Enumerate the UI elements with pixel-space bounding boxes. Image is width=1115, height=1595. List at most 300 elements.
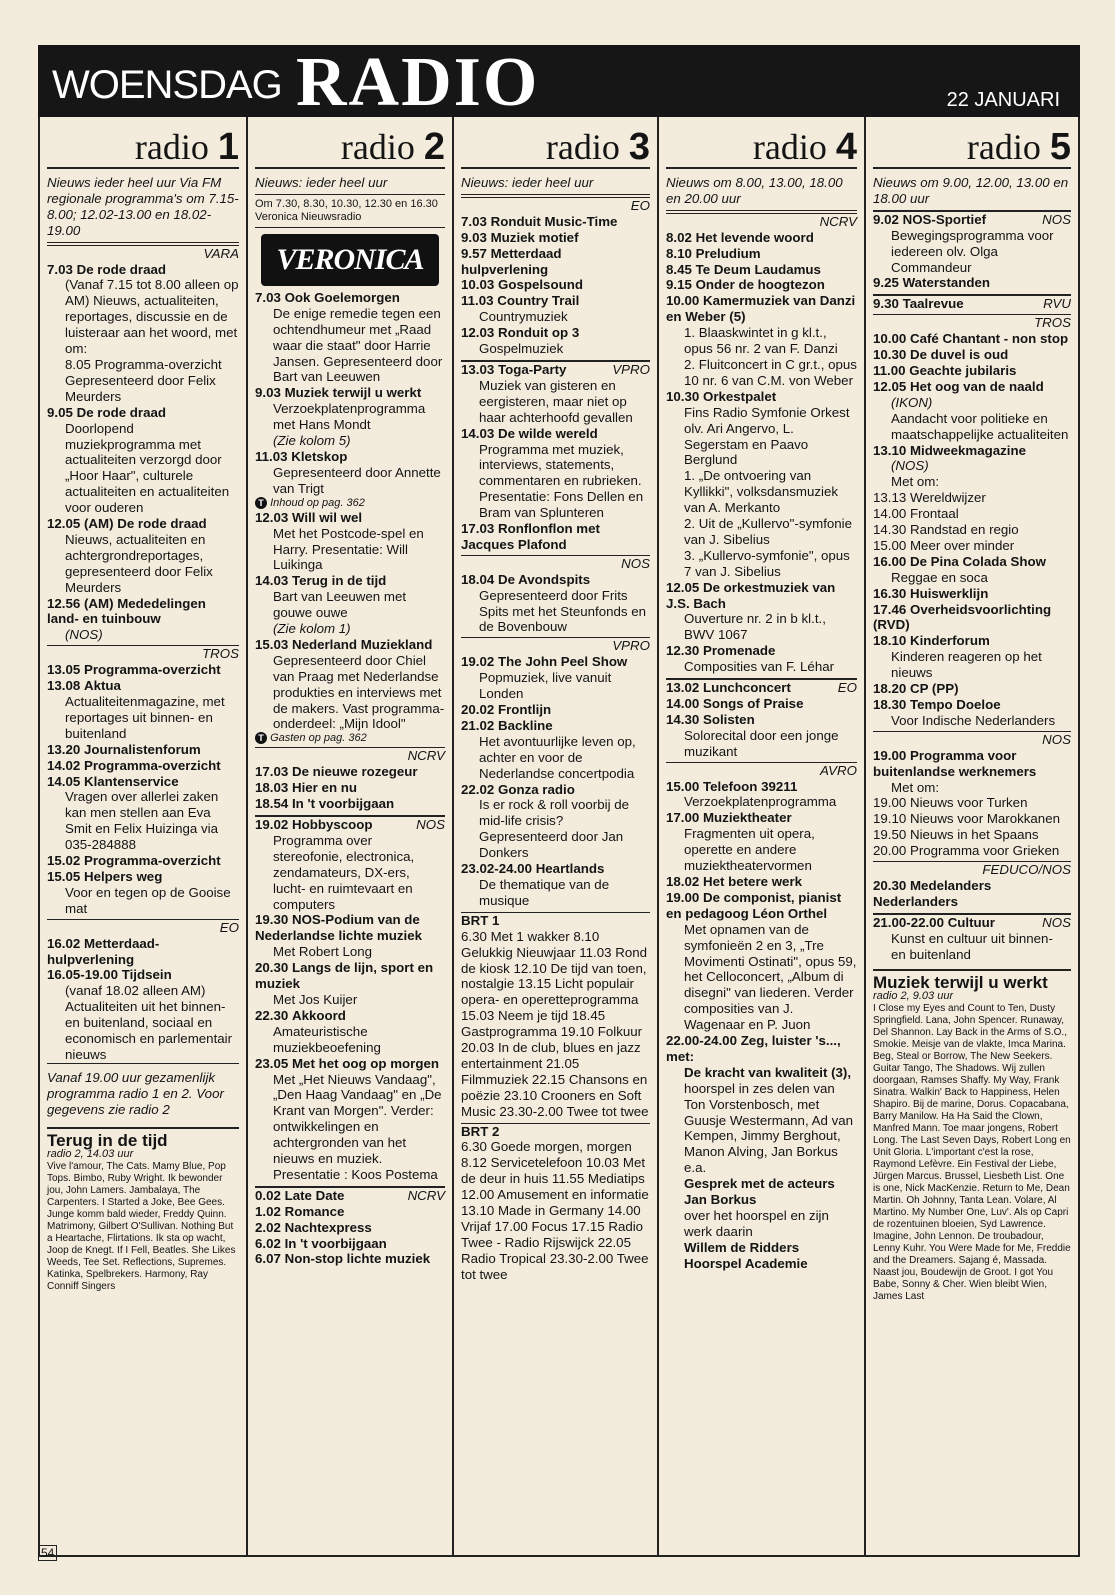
- program-time: 20.30: [873, 877, 907, 893]
- program-time: 8.45: [666, 261, 692, 277]
- news-note: Nieuws: ieder heel uur: [255, 169, 445, 195]
- column-radio-5: [866, 117, 1078, 1555]
- program-text: 19.50 Nieuws in het Spaans: [873, 827, 1039, 843]
- program-time: 19.00: [873, 747, 907, 763]
- program-title: Overheidsvoorlichting (RVD): [873, 601, 1052, 633]
- program-time: 19.02: [255, 817, 289, 832]
- program-title: Metterdaad hulpverlening: [461, 245, 562, 277]
- program-description: Nieuws, actualiteiten en achtergrondreportages, gepresenteerd door Felix Meurders: [65, 531, 213, 595]
- program-time: 18.02: [666, 873, 700, 889]
- program-entry: [873, 379, 1071, 395]
- program-time: 12.05: [47, 516, 81, 532]
- program-description: Kinderen reageren op het nieuws: [891, 649, 1042, 681]
- program-title: Muziek motief: [490, 229, 579, 245]
- program-entry: [255, 449, 445, 465]
- tip-reference: [255, 732, 445, 745]
- program-entry: [461, 325, 650, 341]
- broadcaster-label: EO: [837, 680, 857, 696]
- program-description: Solorecital door een jonge muzikant: [684, 727, 839, 759]
- program-time: 7.03: [461, 213, 487, 229]
- broadcaster-label: NCRV: [666, 213, 857, 230]
- program-title: De rode draad: [76, 261, 167, 277]
- program-time: 10.30: [666, 388, 700, 404]
- column-content: [666, 169, 857, 1272]
- program-title: Langs de lijn, sport en muziek: [255, 960, 434, 992]
- program-entry: [461, 521, 650, 553]
- program-description: Countrymuziek: [479, 309, 568, 325]
- program-time: 8.02: [666, 229, 692, 245]
- program-title: Aktua: [83, 678, 121, 694]
- program-description: Vragen over allerlei zaken kan men stellen aan Eva Smit en Felix Huizinga via 035-284888: [65, 789, 219, 853]
- program-title: Frontlijn: [497, 702, 552, 717]
- program-entry: [255, 1204, 445, 1220]
- program-time: 11.03: [255, 448, 288, 464]
- program-description: Met „Het Nieuws Vandaag", „Den Haag Vandaag" en „De Krant van Morgen". Verder: ontwikkelingen en achtergronden van het nieuws en muziek. Presentatie : Koos Postema: [273, 1071, 442, 1182]
- program-time: 17.03: [461, 521, 495, 537]
- column-heading: [666, 117, 857, 169]
- program-entry: [666, 643, 857, 659]
- program-description: De thematique van de musique: [479, 876, 610, 908]
- program-time: 16.02: [47, 935, 81, 951]
- program-time: 12.05: [666, 579, 700, 595]
- column-heading-word: radio: [966, 127, 1041, 167]
- column-heading-number: 3: [628, 126, 650, 168]
- program-title: Hobbyscoop: [291, 817, 373, 832]
- program-time: 18.54: [255, 796, 289, 812]
- program-title: De orkestmuziek van J.S. Bach: [666, 579, 836, 611]
- program-entry: [873, 602, 1071, 634]
- program-entry: [873, 586, 1071, 602]
- program-time: 9.02: [873, 211, 899, 227]
- program-time: 15.03: [255, 636, 289, 652]
- program-entry: [873, 681, 1071, 697]
- program-entry: [873, 331, 1071, 347]
- program-entry: [255, 290, 445, 306]
- program-text: 14.30 Randstad en regio: [873, 522, 1019, 538]
- program-text: 15.00 Meer over minder: [873, 537, 1015, 553]
- program-entry: [461, 782, 650, 798]
- program-title: Huiswerklijn: [909, 585, 989, 601]
- program-description: Bewegingsprogramma voor iedereen olv. Olga Commandeur: [891, 227, 1054, 275]
- program-title: Telefoon 39211: [702, 778, 798, 794]
- program-title: Ronduit Music-Time: [490, 213, 618, 229]
- program-title: Te Deum Laudamus: [695, 261, 821, 277]
- program-description: De enige remedie tegen een ochtendhumeur met „Raad waar die staat" door Harrie Jansen. Gepresenteerd door Bart van Leeuwen: [273, 305, 443, 385]
- program-entry: [255, 385, 445, 401]
- program-title: Het levende woord: [695, 229, 814, 245]
- program-entry: [461, 214, 650, 230]
- program-title: Late Date: [284, 1187, 345, 1203]
- program-title: Tempo Doeloe: [909, 697, 1001, 712]
- program-time: 2.02: [255, 1219, 281, 1235]
- program-entry: [666, 712, 857, 728]
- box-title: Muziek terwijl u werkt: [873, 969, 1071, 991]
- program-entry: [666, 1033, 857, 1065]
- program-description: Gepresenteerd door Chiel van Praag met Nederlandse produkties en interviews met de makers. Vast programma-onderdeel: „Mijn Idool": [273, 652, 445, 732]
- program-title: Kamermuziek van Danzi en Weber (5): [666, 293, 856, 325]
- program-time: 10.30: [873, 347, 907, 363]
- column-heading-word: radio: [340, 127, 415, 167]
- program-text: 20.00 Programma voor Grieken: [873, 843, 1060, 859]
- program-description: Gesprek met de acteurs Jan Borkus: [684, 1176, 835, 1208]
- radio-listings-page: [38, 45, 1080, 1555]
- section-title: RADIO: [296, 44, 540, 121]
- program-time: 9.15: [666, 277, 692, 293]
- program-title: Backline: [497, 717, 553, 733]
- program-title: Gospelsound: [497, 277, 583, 293]
- program-time: 18.04: [461, 571, 495, 587]
- program-title: Terug in de tijd: [291, 573, 387, 589]
- program-description: Muziek van gisteren en eergisteren, maar niet op haar achterhoofd gevallen: [479, 377, 633, 425]
- veronica-logo: VERONICA: [261, 234, 439, 286]
- column-radio-4: [659, 117, 866, 1555]
- box-playlist: I Close my Eyes and Count to Ten, Dusty Springfield. Lana, John Spencer. Runaway, Del Shannon. Lay Back in the Arms of S.O., Smokie. Meisje van de vlakte, Imca Marina. Beg, Steal or Borrow, The New Seekers. Guitar Tango, The Shadows. Wij zullen doorgaan, Ramses Shaffy. My Way, Frank Sinatra. Walkin' Back to Happiness, Helen Shapiro. Bij de marine, Dorus. Copacabana, Barry Manilow. Ha Ha Said the Clown, Manfred Mann. Toe maar jongens, Robert Long. The Last Seven Days, Robert Long en Unit Gloria. L'important c'est la rose, Raymond Lefèvre. Ein Festival der Liebe, Jürgen Marcus. Brussel, Liesbeth List. One is one, Nick MacKenzie. Return to Me, Dean Martin. Oh Johnny, Tanta Lean. Volare, Al Martino. My Number One, Luv'. Als op Capri de rozentuinen bloeien, Syd Lawrence. Imagine, John Lennon. De troubadour, Lenny Kuhr. You Were Made for Me, Freddie and the Dreamers. Sajang é, Massada. Naast jou, Boudewijn de Groot. I got You Babe, Sonny & Cher. Wien bleibt Wien, James Last: [873, 1003, 1071, 1303]
- program-entry: [255, 637, 445, 653]
- box-playlist: Vive l'amour, The Cats. Mamy Blue, Pop Tops. Bimbo, Ruby Wright. Ik bewonder jou, John Lamers. Jambalaya, The Carpenters. I Started a Joke, Bee Gees. Junge komm bald wieder, Freddy Quinn. Matrimony, Gilbert O'Sullivan. Nothing But a Heartache, Flirtations. Ik sta op wacht, Joop de Knegt. If I Fell, Beatles. She Likes Weeds, Tee Set. Reflections, Supremes. Katinka, Spelbrekers. Harmony, Ray Conniff Singers: [47, 1161, 236, 1293]
- date-label: 22 JANUARI: [946, 89, 1060, 111]
- program-time: 1.02: [255, 1203, 281, 1219]
- program-time: 17.00: [666, 810, 700, 826]
- joint-program-note: Vanaf 19.00 uur gezamenlijk programma radio 1 en 2. Voor gegevens zie radio 2: [47, 1063, 239, 1121]
- program-time: 9.05: [47, 404, 73, 420]
- program-time: 10.00: [666, 293, 700, 309]
- program-entry: [461, 361, 650, 378]
- program-entry: [666, 696, 857, 712]
- program-entry: [873, 295, 1071, 312]
- program-time: 12.03: [461, 325, 495, 341]
- program-time: 8.10: [666, 245, 692, 261]
- program-title: Klantenservice: [83, 773, 179, 789]
- program-time: 14.00: [666, 696, 700, 711]
- program-description: 3. „Kullervo-symfonie", opus 7 van J. Sibelius: [684, 547, 850, 579]
- program-title: Country Trail: [497, 293, 580, 309]
- program-entry: [873, 878, 1071, 910]
- program-entry: [47, 405, 239, 421]
- program-description: Het avontuurlijke leven op, achter en voor de Nederlandse concertpodia: [479, 733, 636, 781]
- program-entry: [873, 633, 1071, 649]
- broadcaster-label: NOS: [1042, 211, 1071, 227]
- program-time: 6.07: [255, 1251, 281, 1267]
- program-title: Hier en nu: [291, 780, 358, 796]
- program-description: (vanaf 18.02 alleen AM) Actualiteiten uit het binnen- en buitenland, sociaal en economisch en parlementair nieuws: [65, 983, 233, 1062]
- program-description: Verzoekplatenprogramma: [684, 794, 837, 810]
- program-time: 22.02: [461, 781, 495, 797]
- program-description: Verzoekplatenprogramma met Hans Mondt: [273, 401, 426, 433]
- news-note: Nieuws ieder heel uur Via FM regionale programma's om 7.15-8.00; 12.02-13.00 en 18.02-19.00: [47, 169, 239, 243]
- program-entry: [255, 1251, 445, 1267]
- station-heading: BRT 2: [461, 1123, 650, 1140]
- program-entry: [461, 718, 650, 734]
- program-time: 13.02: [666, 680, 700, 696]
- program-entry: [47, 742, 239, 758]
- column-heading: [461, 117, 650, 169]
- broadcaster-label: RVU: [1043, 296, 1071, 312]
- program-title: Muziektheater: [702, 810, 792, 826]
- program-entry: [461, 293, 650, 309]
- program-entry: [873, 914, 1071, 931]
- program-entry: [47, 758, 239, 774]
- program-title: Gonza radio: [497, 781, 575, 797]
- program-entry: [47, 936, 239, 968]
- program-entry: [873, 443, 1071, 459]
- box-subtitle: radio 2, 14.03 uur: [47, 1148, 134, 1161]
- program-time: 9.30: [873, 296, 899, 312]
- program-entry: [255, 960, 445, 992]
- broadcaster-label: TROS: [873, 314, 1071, 331]
- broadcaster-label: EO: [461, 197, 650, 214]
- program-title: Toga-Party: [497, 361, 567, 377]
- program-entry: [666, 230, 857, 246]
- program-title: De duvel is oud: [909, 347, 1009, 363]
- program-entry: [666, 890, 857, 922]
- column-heading-word: radio: [134, 127, 209, 167]
- program-time: 14.03: [461, 425, 495, 441]
- program-title: Akkoord: [291, 1007, 346, 1023]
- program-title: De rode draad: [76, 404, 167, 420]
- program-time: 21.02: [461, 717, 495, 733]
- program-entry: [666, 779, 857, 795]
- program-description: Fragmenten uit opera, operette en andere muziektheatervormen: [684, 826, 815, 874]
- column-heading: [873, 117, 1071, 169]
- broadcaster-label: NCRV: [255, 747, 445, 764]
- program-entry: [47, 869, 239, 885]
- program-entry: [255, 1220, 445, 1236]
- program-title: Cultuur: [947, 914, 995, 930]
- program-description: Fins Radio Symfonie Orkest olv. Ari Angervo, L. Segerstam en Paavo Berglund: [684, 404, 850, 468]
- program-time: 9.03: [461, 229, 487, 245]
- column-radio-1: [40, 117, 248, 1555]
- program-title: Solisten: [702, 711, 755, 727]
- program-time: 22.00-24.00: [666, 1033, 737, 1049]
- program-title: Kletskop: [291, 448, 348, 464]
- broadcaster-label: NOS: [416, 817, 445, 832]
- day-title: WOENSDAG: [52, 63, 282, 107]
- program-text: 14.00 Frontaal: [873, 506, 959, 522]
- program-title: Nachtexpress: [284, 1219, 372, 1235]
- broadcaster-label: TROS: [47, 645, 239, 662]
- program-title: (AM) De rode draad: [83, 516, 207, 532]
- program-time: 19.30: [255, 912, 289, 928]
- program-title: Songs of Praise: [702, 696, 804, 711]
- program-time: 12.56: [47, 595, 81, 611]
- program-time: 7.03: [255, 289, 281, 305]
- program-title: Café Chantant - non stop: [909, 331, 1069, 347]
- program-title: Tijdsein: [121, 967, 172, 983]
- columns-container: [38, 117, 1080, 1557]
- station-heading: BRT 1: [461, 912, 650, 929]
- program-description: Met om:: [891, 779, 940, 795]
- program-text: 13.13 Wereldwijzer: [873, 490, 986, 506]
- program-time: 18.20: [873, 681, 907, 697]
- program-entry: [255, 573, 445, 589]
- program-entry: [255, 1056, 445, 1072]
- program-time: 17.03: [255, 764, 289, 780]
- program-title: Non-stop lichte muziek: [284, 1251, 431, 1267]
- program-time: 19.02: [461, 654, 495, 670]
- program-title: Kinderforum: [909, 633, 990, 649]
- broadcaster-label: VARA: [47, 245, 239, 262]
- program-time: 11.03: [461, 293, 494, 309]
- program-title: In 't voorbijgaan: [284, 1235, 387, 1251]
- program-time: 14.05: [47, 773, 81, 789]
- program-entry: [461, 654, 650, 670]
- program-entry: [461, 702, 650, 718]
- program-title: Programma-overzicht: [83, 757, 221, 773]
- column-heading: [47, 117, 239, 169]
- program-entry: [47, 662, 239, 678]
- program-time: 13.10: [873, 442, 907, 458]
- program-entry: [666, 277, 857, 293]
- program-entry: [666, 246, 857, 262]
- program-time: 18.03: [255, 780, 289, 796]
- program-description: over het hoorspel en zijn werk daarin: [684, 1208, 829, 1239]
- tip-reference: [255, 497, 445, 510]
- page-number: 54: [38, 1545, 57, 1561]
- program-description: Ouverture nr. 2 in b kl.t., BWV 1067: [684, 611, 826, 643]
- program-time: 9.25: [873, 275, 899, 291]
- program-entry: [255, 1187, 445, 1204]
- program-entry: [255, 780, 445, 796]
- program-description: Gospelmuziek: [479, 341, 564, 357]
- program-title: Medelanders Nederlanders: [873, 877, 992, 909]
- broadcaster-label: FEDUCO/NOS: [873, 861, 1071, 878]
- program-time: 23.05: [255, 1055, 289, 1071]
- program-title: Geachte jubilaris: [909, 362, 1017, 378]
- program-description: 2. Fluitconcert in C gr.t., opus 10 nr. 6 van C.M. von Weber: [684, 356, 857, 388]
- program-title: Promenade: [702, 643, 776, 659]
- program-description: Met om:: [891, 474, 940, 490]
- program-entry: [461, 426, 650, 442]
- program-entry: [666, 810, 857, 826]
- box-subtitle: radio 2, 9.03 uur: [873, 990, 954, 1003]
- broadcaster-label: EO: [47, 919, 239, 936]
- program-entry: [666, 580, 857, 612]
- program-entry: [873, 275, 1071, 291]
- program-title: CP (PP): [909, 681, 959, 697]
- broadcaster-label: AVRO: [666, 762, 857, 779]
- program-description: (NOS): [891, 458, 929, 474]
- program-entry: [255, 796, 445, 812]
- program-description: Gepresenteerd door Frits Spits met het Steunfonds en de Bovenbouw: [479, 587, 647, 635]
- program-time: 21.00-22.00: [873, 914, 944, 930]
- program-entry: [47, 853, 239, 869]
- program-entry: [47, 774, 239, 790]
- broadcaster-label: NOS: [1042, 914, 1071, 930]
- program-entry: [873, 363, 1071, 379]
- program-title: De Avondspits: [497, 571, 591, 587]
- program-time: 10.00: [873, 331, 907, 347]
- tip-icon: T: [255, 732, 267, 744]
- program-time: 14.02: [47, 757, 81, 773]
- program-time: 16.00: [873, 553, 907, 569]
- program-time: 17.46: [873, 601, 907, 617]
- program-time: 20.30: [255, 960, 289, 976]
- program-entry: [47, 967, 239, 983]
- program-title: Ronduit op 3: [497, 325, 580, 341]
- program-time: 9.03: [255, 385, 281, 401]
- program-entry: [255, 510, 445, 526]
- program-time: 23.02-24.00: [461, 861, 532, 877]
- program-title: Nederland Muziekland: [291, 636, 433, 652]
- program-description: Bart van Leeuwen met gouwe ouwe: [273, 589, 407, 621]
- program-entry: [47, 678, 239, 694]
- program-entry: [666, 874, 857, 890]
- program-entry: [47, 262, 239, 278]
- program-title: Programma voor buitenlandse werknemers: [873, 747, 1037, 779]
- program-title: Met het oog op morgen: [291, 1055, 439, 1071]
- program-entry: [255, 1236, 445, 1252]
- program-title: Muziek terwijl u werkt: [284, 385, 422, 401]
- program-title: In 't voorbijgaan: [291, 796, 395, 812]
- program-time: 14.03: [255, 573, 289, 589]
- program-description: Met Jos Kuijer: [273, 991, 358, 1007]
- program-entry: [666, 262, 857, 278]
- column-content: [255, 169, 445, 1267]
- program-title: NOS-Podium van de Nederlandse lichte muziek: [255, 912, 423, 944]
- program-description: Amateuristische muziekbeoefening: [273, 1023, 381, 1055]
- program-description: Met opnamen van de symfonieën 2 en 3, „Tre Movimenti Ostinati", opus 59, het Celloconcert, „Album di disegni" van liederen. Verder composities van J. Wagenaar en P. Juon: [684, 921, 857, 1033]
- program-time: 13.03: [461, 361, 495, 377]
- program-description: Gepresenteerd door Annette van Trigt: [273, 464, 441, 496]
- column-heading-number: 4: [835, 126, 857, 168]
- program-title: Onder de hoogtezon: [695, 277, 825, 293]
- page-header: [38, 44, 1080, 121]
- program-title: Romance: [284, 1203, 345, 1219]
- program-entry: [461, 277, 650, 293]
- program-text: 19.10 Nieuws voor Marokkanen: [873, 811, 1060, 827]
- program-entry: [255, 764, 445, 780]
- program-title: Ronflonflon met Jacques Plafond: [461, 521, 600, 552]
- program-entry: [461, 246, 650, 278]
- broadcaster-label: VPRO: [612, 361, 650, 377]
- program-entry: [666, 389, 857, 405]
- program-title: Ook Goelemorgen: [284, 289, 400, 305]
- program-title: De Pina Colada Show: [909, 553, 1046, 569]
- program-description: 2. Uit de „Kullervo"-symfonie van J. Sibelius: [684, 516, 853, 547]
- program-description: Actualiteitenmagazine, met reportages uit binnen- en buitenland: [65, 694, 225, 741]
- program-description: Is er rock & roll voorbij de mid-life crisis? Gepresenteerd door Jan Donkers: [479, 797, 630, 861]
- news-note-detail: Om 7.30, 8.30, 10.30, 12.30 en 16.30 Veronica Nieuwsradio: [255, 195, 445, 228]
- program-time: 16.30: [873, 585, 907, 601]
- column-heading-number: 1: [217, 126, 239, 168]
- program-title: Zeg, luister 's..., met:: [666, 1033, 841, 1064]
- program-description: (Vanaf 7.15 tot 8.00 alleen op AM) Nieuws, actualiteiten, reportages, discussie en de luisteraar aan het woord, met om:: [65, 277, 239, 357]
- program-time: 13.08: [47, 678, 81, 694]
- program-title: Journalistenforum: [83, 741, 201, 757]
- program-time: 11.00: [873, 362, 906, 378]
- column-heading-number: 2: [423, 126, 445, 168]
- program-entry: [873, 697, 1071, 713]
- column-radio-3: [454, 117, 659, 1555]
- program-description: (NOS): [65, 627, 103, 643]
- program-time: 19.00: [666, 889, 700, 905]
- program-description: Programma met muziek, interviews, statements, commentaren en rubrieken. Presentatie: Fons Dellen en Bram van Splunteren: [479, 441, 644, 521]
- column-heading-word: radio: [752, 127, 827, 167]
- program-description: Voor en tegen op de Gooise mat: [65, 884, 231, 916]
- column-content: [47, 169, 239, 1293]
- program-description: De kracht van kwaliteit (3),: [684, 1064, 852, 1080]
- news-note: Nieuws om 9.00, 12.00, 13.00 en 18.00 uur: [873, 169, 1071, 211]
- box-title: Terug in de tijd: [47, 1127, 239, 1149]
- program-time: 16.05-19.00: [47, 967, 118, 983]
- tip-text: Inhoud op pag. 362: [270, 496, 365, 509]
- program-description: Voor Indische Nederlanders: [891, 712, 1056, 728]
- program-title: Programma-overzicht: [83, 853, 221, 869]
- program-description: Met Robert Long: [273, 944, 373, 960]
- program-entry: [47, 596, 239, 628]
- program-entry: [873, 748, 1071, 780]
- program-time: 13.20: [47, 741, 81, 757]
